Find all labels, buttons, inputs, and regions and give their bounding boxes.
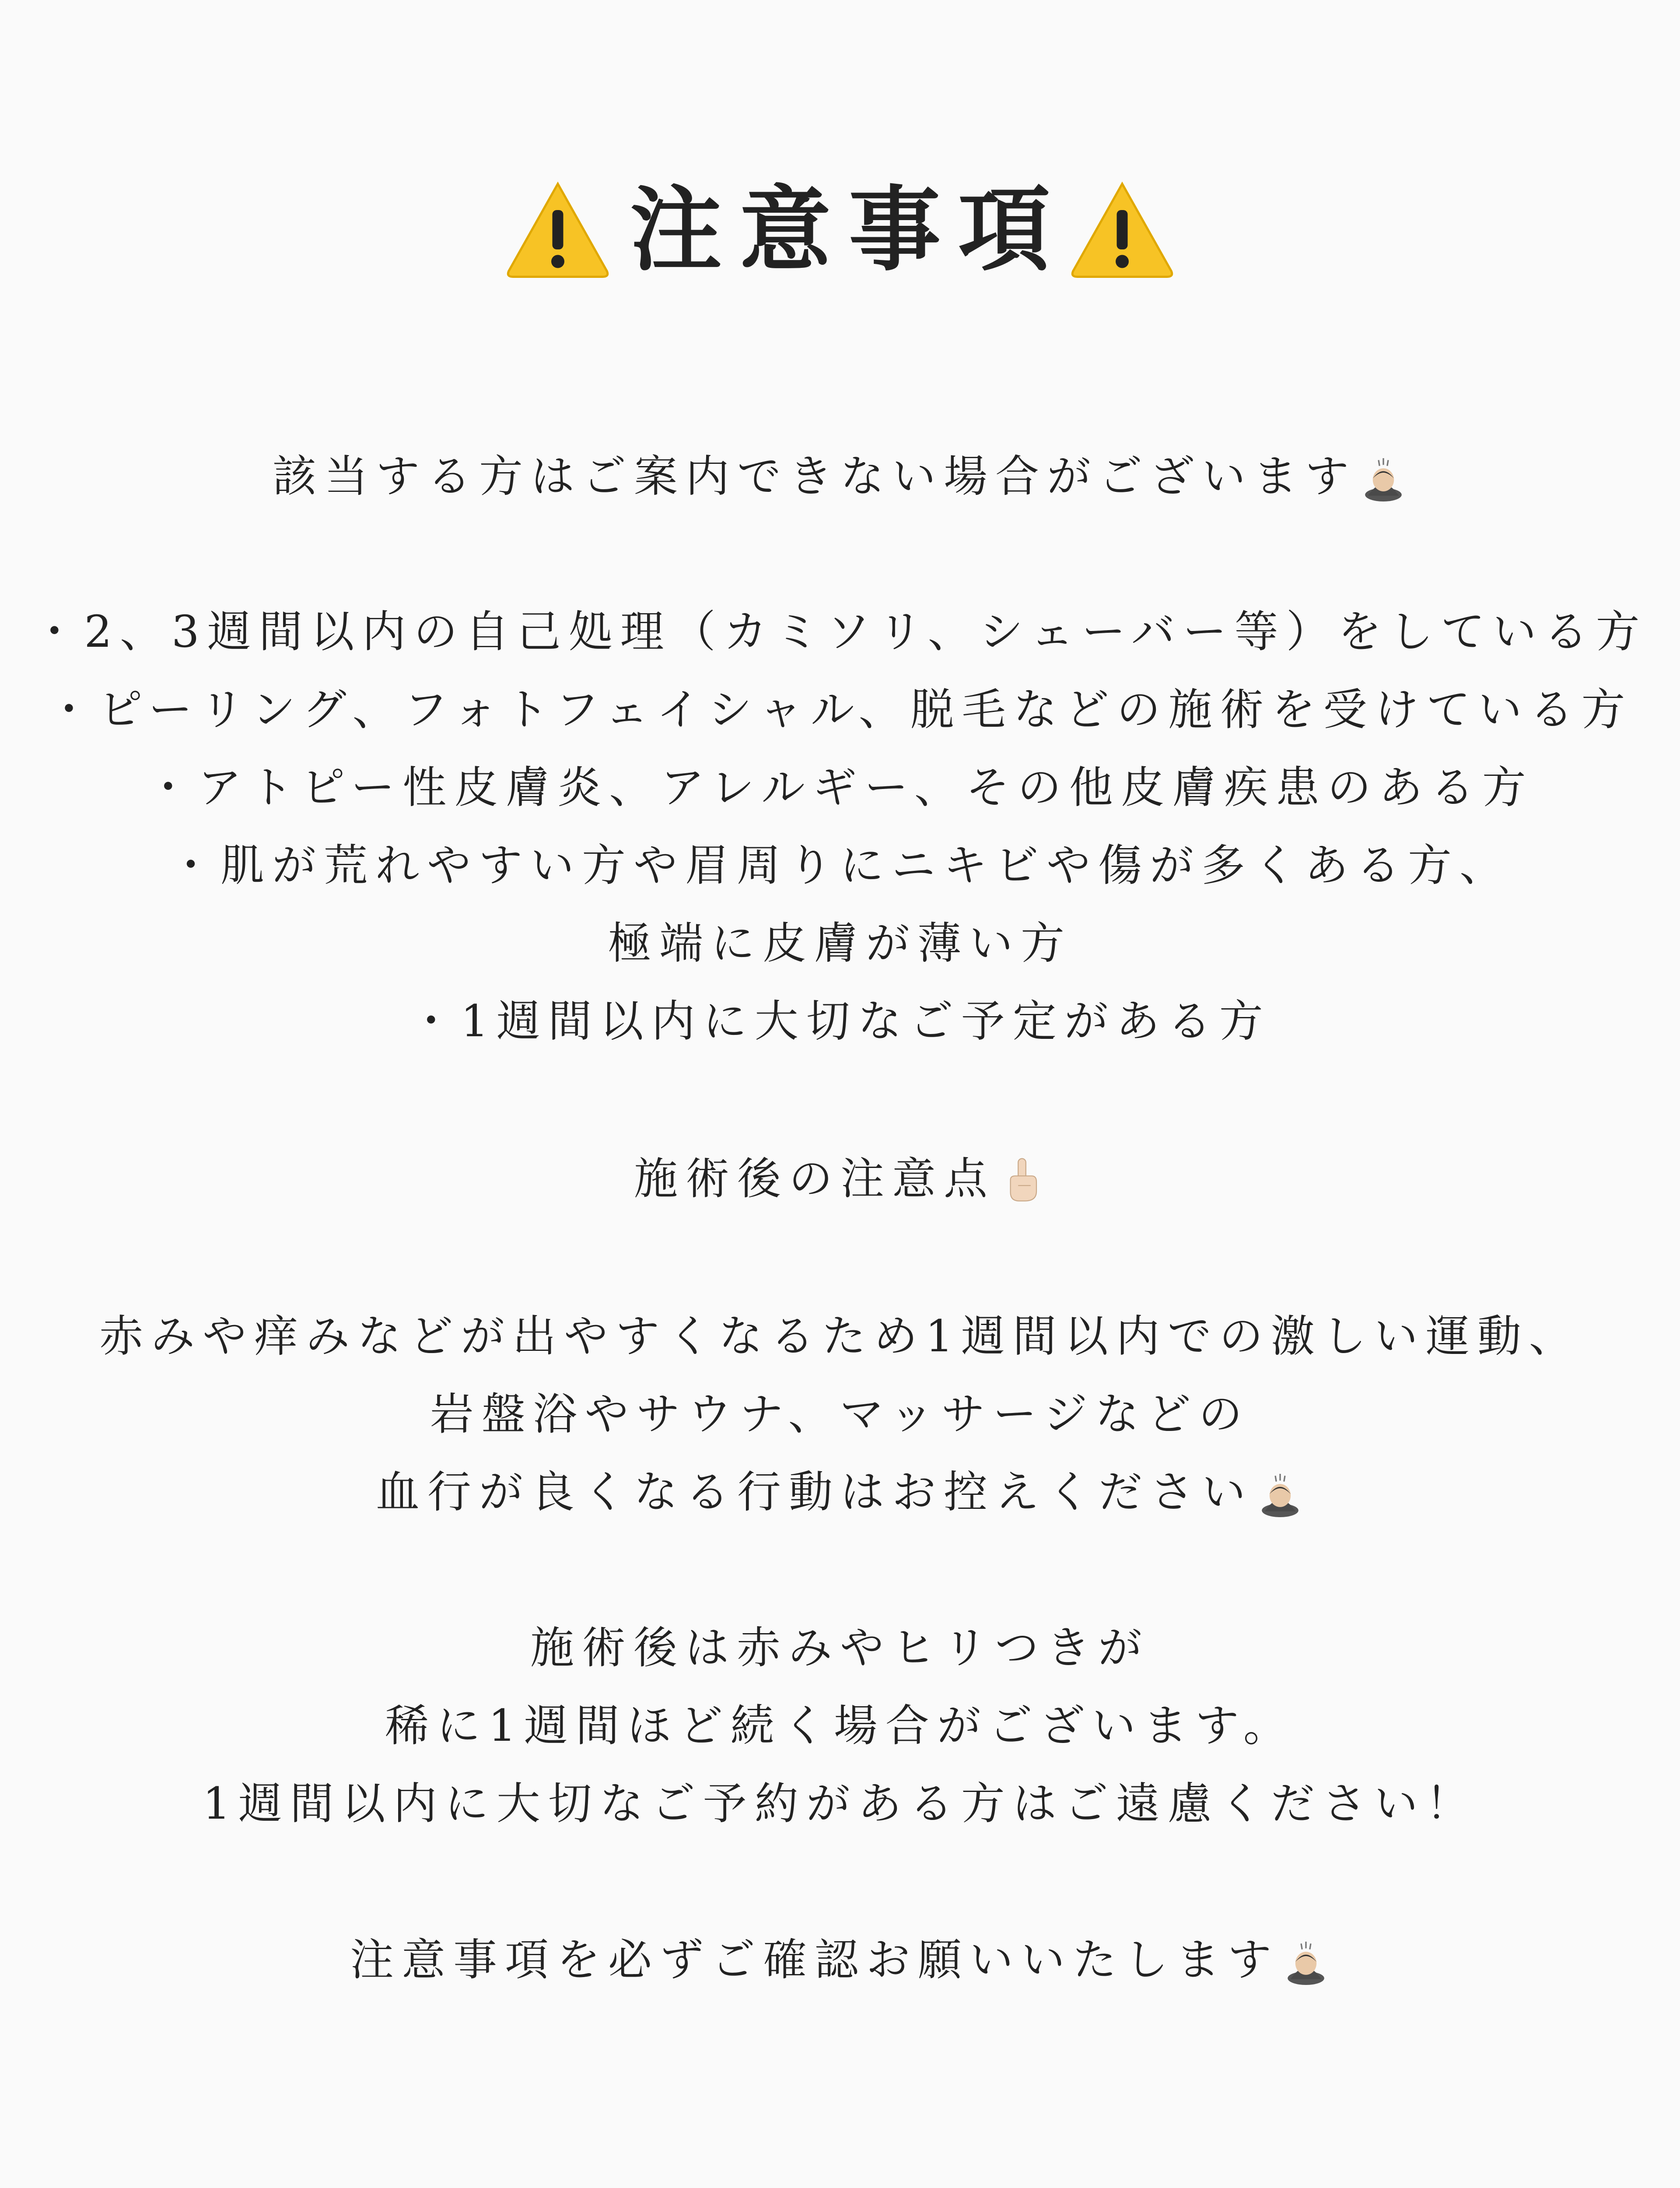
aftercare-heading-block (0, 1140, 1680, 1218)
intro-paragraph (0, 438, 1680, 515)
condition-item: ・ピーリング、フォトフェイシャル、脱毛などの施術を受けている方 (47, 684, 1633, 735)
page-title-row (0, 175, 1680, 284)
index-pointing-up-icon (998, 1156, 1046, 1204)
page-title: 注意事項 (630, 175, 1068, 284)
redness-line: 施術後は赤みやヒリつきが (530, 1622, 1150, 1673)
aftercare-paragraph (0, 1297, 1680, 1531)
condition-item: ・1週間以内に大切なご予定がある方 (409, 996, 1271, 1047)
aftercare-heading: 施術後の注意点 (634, 1153, 995, 1204)
redness-paragraph (0, 1609, 1680, 1843)
closing-paragraph (0, 1921, 1680, 1999)
person-bowing-icon (1282, 1937, 1330, 1985)
closing-text: 注意事項を必ずご確認お願いいたします (350, 1934, 1279, 1985)
person-bowing-icon (1256, 1469, 1304, 1517)
intro-text: 該当する方はご案内できない場合がございます (273, 451, 1357, 502)
aftercare-line: 赤みや痒みなどが出やすくなるため1週間以内での激しい運動、 (99, 1311, 1581, 1362)
aftercare-line: 血行が良くなる行動はお控えください (376, 1466, 1253, 1518)
condition-item: ・肌が荒れやすい方や眉周りにニキビや傷が多くある方、 (169, 840, 1511, 891)
condition-item: ・アトピー性皮膚炎、アレルギー、その他皮膚疾患のある方 (146, 762, 1534, 813)
person-bowing-icon (1359, 453, 1407, 501)
warning-icon (1068, 175, 1177, 284)
redness-line: 稀に1週間ほど続く場合がございます。 (385, 1700, 1295, 1751)
condition-item: ・2、3週間以内の自己処理（カミソリ、シェーバー等）をしている方 (32, 606, 1648, 657)
condition-item: 極端に皮膚が薄い方 (608, 918, 1072, 969)
warning-icon (503, 175, 612, 284)
aftercare-line: 岩盤浴やサウナ、マッサージなどの (430, 1389, 1250, 1440)
conditions-list (0, 593, 1680, 1060)
redness-line: 1週間以内に大切なご予約がある方はご遠慮ください！ (203, 1778, 1477, 1829)
